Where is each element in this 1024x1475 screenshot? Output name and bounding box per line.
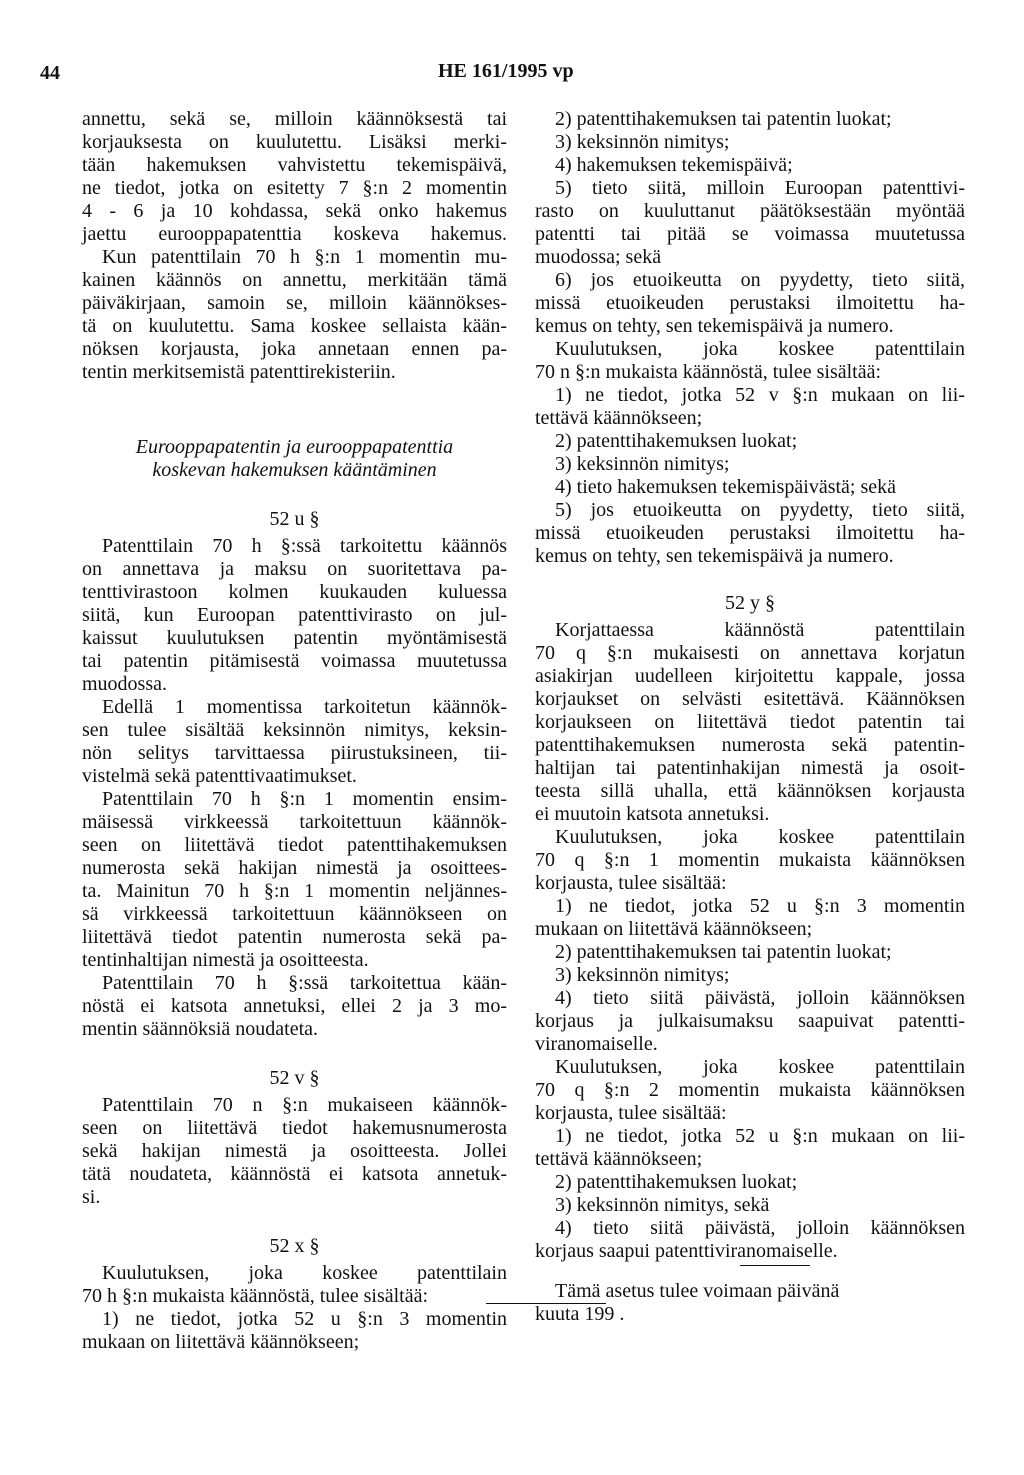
- text-line: numerosta sekä hakijan nimestä ja osoittees-: [82, 857, 507, 879]
- text-line: tä on kuulutettu. Sama koskee sellaista kään-: [82, 315, 507, 337]
- text-line: tentinhaltijan nimestä ja osoitteesta.: [82, 949, 369, 971]
- text-line: 2) patenttihakemuksen tai patentin luokat;: [555, 941, 892, 963]
- text-line: nön selitys tarvittaessa piirustuksineen, tii-: [82, 742, 507, 764]
- text-line: 4) tieto hakemuksen tekemispäivästä; sekä: [555, 476, 897, 498]
- text-line: Tämä asetus tulee voimaan päivänä: [555, 1280, 840, 1302]
- text-line: Korjattaessa käännöstä patenttilain: [555, 619, 965, 641]
- text-line: ta. Mainitun 70 h §:n 1 momentin neljännes-: [82, 880, 507, 902]
- text-line: missä etuoikeuden perustaksi ilmoitettu ha-: [535, 522, 965, 544]
- text-line: kuuta 199 .: [535, 1303, 625, 1325]
- text-line: korjaus ja julkaisumaksu saapuivat patentti-: [535, 1010, 965, 1032]
- text-line: kemus on tehty, sen tekemispäivä ja numero.: [535, 545, 894, 567]
- text-line: 2) patenttihakemuksen luokat;: [555, 1171, 798, 1193]
- section-52v-text: [82, 1094, 507, 1209]
- text-line: kemus on tehty, sen tekemispäivä ja numero.: [535, 315, 894, 337]
- text-line: Kuulutuksen, joka koskee patenttilain: [555, 1056, 965, 1078]
- text-line: 1) ne tiedot, jotka 52 u §:n 3 momentin: [555, 895, 965, 917]
- section-52x-text: [82, 1262, 507, 1354]
- text-line: 70 q §:n mukaisesti on annettava korjatun: [535, 642, 965, 664]
- list-text: [535, 108, 965, 568]
- text-line: Patenttilain 70 h §:n 1 momentin ensim-: [102, 788, 507, 810]
- text-line: tentin merkitsemistä patenttirekisteriin.: [82, 361, 396, 383]
- text-line: 6) jos etuoikeutta on pyydetty, tieto siitä,: [555, 269, 965, 291]
- text-line: korjaukset on selvästi esitettävä. Käännöksen: [535, 688, 965, 710]
- text-line: rasto on kuuluttanut päätöksestään myöntää: [535, 200, 965, 222]
- text-line: Kuulutuksen, joka koskee patenttilain: [555, 338, 965, 360]
- text-line: päiväkirjaan, samoin se, milloin käännökses-: [82, 292, 507, 314]
- text-line: seen on liitettävä tiedot patenttihakemuksen: [82, 834, 507, 856]
- text-line: teesta sillä uhalla, että käännöksen korjausta: [535, 780, 965, 802]
- text-line: jaettu eurooppapatenttia koskeva hakemus.: [82, 223, 507, 245]
- text-line: mukaan on liitettävä käännökseen;: [82, 1331, 360, 1353]
- text-line: Kun patenttilain 70 h §:n 1 momentin mu-: [102, 246, 507, 268]
- text-line: sen tulee sisältää keksinnön nimitys, keksin-: [82, 719, 507, 741]
- text-line: 3) keksinnön nimitys, sekä: [555, 1194, 770, 1216]
- text-line: kainen käännös on annettu, merkitään tämä: [82, 269, 507, 291]
- text-line: nöstä ei katsota annetuksi, ellei 2 ja 3 mo-: [82, 995, 507, 1017]
- text-line: Kuulutuksen, joka koskee patenttilain: [102, 1262, 507, 1284]
- text-line: annettu, sekä se, milloin käännöksestä tai: [82, 108, 507, 130]
- text-line: 70 n §:n mukaista käännöstä, tulee sisältää:: [535, 361, 882, 383]
- divider-rule: [740, 1265, 810, 1266]
- page-header-title: HE 161/1995 vp: [438, 60, 574, 82]
- text-line: korjausta, tulee sisältää:: [535, 1102, 727, 1124]
- text-line: seen on liitettävä tiedot hakemusnumerosta: [82, 1117, 507, 1139]
- text-line: ne tiedot, jotka on esitetty 7 §:n 2 momentin: [82, 177, 507, 199]
- text-line: ei muutoin katsota annetuksi.: [535, 803, 770, 825]
- text-line: tenttivirastoon kolmen kuukauden kuluessa: [82, 581, 507, 603]
- text-line: mukaan on liitettävä käännökseen;: [535, 918, 813, 940]
- text-line: 3) keksinnön nimitys;: [555, 131, 730, 153]
- text-line: missä etuoikeuden perustaksi ilmoitettu ha-: [535, 292, 965, 314]
- text-line: 70 q §:n 2 momentin mukaista käännöksen: [535, 1079, 965, 1101]
- text-line: 70 q §:n 1 momentin mukaista käännöksen: [535, 849, 965, 871]
- section-52y-text: [535, 619, 965, 1263]
- page-number: 44: [40, 62, 60, 84]
- text-line: 4) tieto siitä päivästä, jolloin käännöksen: [555, 1217, 965, 1239]
- text-line: 4 - 6 ja 10 kohdassa, sekä onko hakemus: [82, 200, 507, 222]
- text-line: Patenttilain 70 h §:ssä tarkoitettu käännös: [102, 535, 507, 557]
- text-line: Edellä 1 momentissa tarkoitetun käännök-: [102, 696, 507, 718]
- text-line: 2) patenttihakemuksen luokat;: [555, 430, 798, 452]
- text-line: sä virkkeessä tarkoitettuun käännökseen on: [82, 903, 507, 925]
- text-line: kaissut kuulutuksen patentin myöntämisestä: [82, 627, 507, 649]
- heading-line: Eurooppapatentin ja eurooppapatenttia: [135, 436, 454, 458]
- text-line: tään hakemuksen vahvistettu tekemispäivä,: [82, 154, 507, 176]
- text-line: korjauksesta on kuulutettu. Lisäksi merki-: [82, 131, 507, 153]
- section-title-52u: 52 u §: [269, 508, 320, 530]
- text-line: vistelmä sekä patenttivaatimukset.: [82, 765, 357, 787]
- text-line: liitettävä tiedot patentin numerosta sekä pa-: [82, 926, 507, 948]
- text-line: Patenttilain 70 n §:n mukaiseen käännök-: [102, 1094, 507, 1116]
- text-line: 1) ne tiedot, jotka 52 u §:n mukaan on lii-: [555, 1125, 965, 1147]
- text-line: 5) tieto siitä, milloin Euroopan patenttivi-: [555, 177, 965, 199]
- text-line: viranomaiselle.: [535, 1033, 658, 1055]
- text-line: siitä, kun Euroopan patenttivirasto on jul-: [82, 604, 507, 626]
- section-title-52x: 52 x §: [269, 1235, 320, 1257]
- left-column: [82, 108, 507, 1354]
- text-line: Kuulutuksen, joka koskee patenttilain: [555, 826, 965, 848]
- text-line: asiakirjan uudelleen kirjoitettu kappale, jossa: [535, 665, 965, 687]
- text-line: 3) keksinnön nimitys;: [555, 964, 730, 986]
- text-line: 1) ne tiedot, jotka 52 v §:n mukaan on lii-: [555, 384, 965, 406]
- text-line: 5) jos etuoikeutta on pyydetty, tieto siitä,: [555, 499, 965, 521]
- text-line: tettävä käännökseen;: [535, 1148, 703, 1170]
- text-line: korjaukseen on liitettävä tiedot patentin tai: [535, 711, 965, 733]
- text-line: korjausta, tulee sisältää:: [535, 872, 727, 894]
- text-line: Patenttilain 70 h §:ssä tarkoitettua kään-: [102, 972, 507, 994]
- text-line: 1) ne tiedot, jotka 52 u §:n 3 momentin: [102, 1308, 507, 1330]
- text-line: tai patentin pitämisestä voimassa muutetussa: [82, 650, 507, 672]
- text-line: haltijan tai patentinhakijan nimestä ja osoit-: [535, 757, 965, 779]
- text-line: patenttihakemuksen numerosta sekä patentin-: [535, 734, 965, 756]
- section-title-52y: 52 y §: [725, 592, 775, 614]
- text-line: 4) hakemuksen tekemispäivä;: [555, 154, 793, 176]
- text-line: muodossa.: [82, 673, 167, 695]
- section-title-52v: 52 v §: [269, 1067, 320, 1089]
- intro-text: [82, 108, 507, 384]
- section-52u-text: [82, 535, 507, 1041]
- section-heading: [82, 436, 507, 482]
- text-line: mentin säännöksiä noudateta.: [82, 1018, 319, 1040]
- text-line: 3) keksinnön nimitys;: [555, 453, 730, 475]
- end-rule: [486, 1303, 606, 1304]
- text-line: on annettava ja maksu on suoritettava pa-: [82, 558, 507, 580]
- text-line: nöksen korjausta, joka annetaan ennen pa-: [82, 338, 507, 360]
- right-column: [535, 108, 965, 1326]
- text-line: sekä hakijan nimestä ja osoitteesta. Jollei: [82, 1140, 507, 1162]
- text-line: tettävä käännökseen;: [535, 407, 703, 429]
- text-line: korjaus saapui patenttiviranomaiselle.: [535, 1240, 838, 1262]
- text-line: patentti tai pitää se voimassa muutetussa: [535, 223, 965, 245]
- text-line: muodossa; sekä: [535, 246, 662, 268]
- text-line: 70 h §:n mukaista käännöstä, tulee sisältää:: [82, 1285, 429, 1307]
- text-line: mäisessä virkkeessä tarkoitettuun käännök-: [82, 811, 507, 833]
- heading-line: koskevan hakemuksen kääntäminen: [152, 459, 437, 481]
- text-line: 4) tieto siitä päivästä, jolloin käännöksen: [555, 987, 965, 1009]
- text-line: 2) patenttihakemuksen tai patentin luokat;: [555, 108, 892, 130]
- text-line: tätä noudateta, käännöstä ei katsota annetuk-: [82, 1163, 507, 1185]
- text-line: si.: [82, 1186, 101, 1208]
